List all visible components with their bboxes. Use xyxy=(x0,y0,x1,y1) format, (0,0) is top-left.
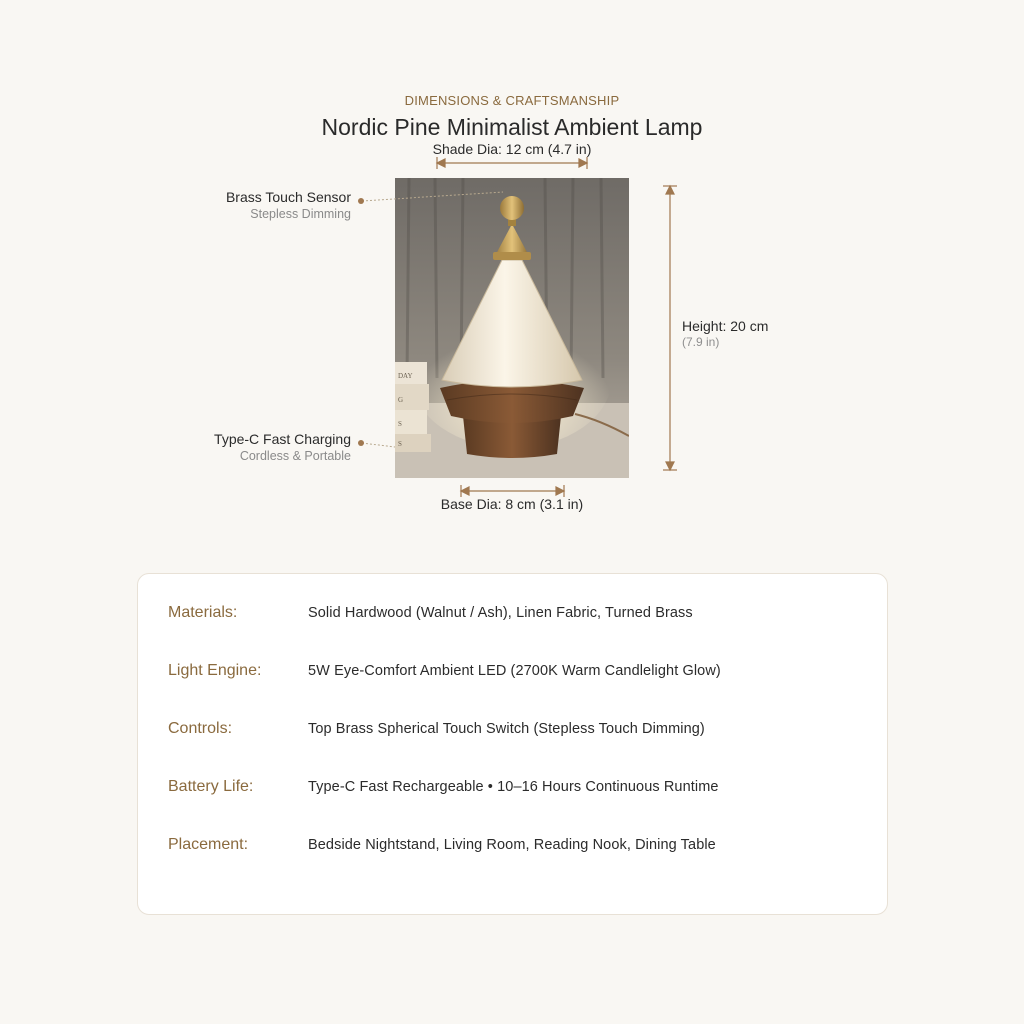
spec-label: Controls: xyxy=(168,720,233,737)
page-title: Nordic Pine Minimalist Ambient Lamp xyxy=(321,114,703,140)
height-dimension-line xyxy=(663,186,677,470)
callout-subtitle: Cordless & Portable xyxy=(239,449,351,463)
spec-row-battery-life xyxy=(168,778,867,802)
spec-card xyxy=(137,573,888,915)
shade-dimension-line xyxy=(437,157,587,169)
spec-label: Placement: xyxy=(168,836,249,853)
book-spine-text: S xyxy=(398,440,402,448)
book-spine-text: DAY xyxy=(398,372,413,380)
callout-title: Brass Touch Sensor xyxy=(225,189,351,205)
callout-subtitle: Stepless Dimming xyxy=(250,207,351,221)
callout-title: Type-C Fast Charging xyxy=(214,431,351,447)
book-stack xyxy=(395,362,431,452)
spec-value: Top Brass Spherical Touch Switch (Stepless Touch Dimming) xyxy=(308,721,705,737)
spec-label: Materials: xyxy=(168,604,238,621)
callout-leader-charging xyxy=(358,440,395,447)
product-photo xyxy=(395,178,629,478)
spec-value: Type-C Fast Rechargeable • 10–16 Hours Continuous Runtime xyxy=(308,779,719,795)
base-diameter-label: Base Dia: 8 cm (3.1 in) xyxy=(440,496,584,512)
spec-row-materials xyxy=(168,604,867,628)
spec-row-controls xyxy=(168,720,867,744)
spec-row-placement xyxy=(168,836,867,860)
spec-row-light-engine xyxy=(168,662,867,686)
spec-label: Battery Life: xyxy=(168,778,254,795)
shade-diameter-label: Shade Dia: 12 cm (4.7 in) xyxy=(432,141,592,157)
spec-label: Light Engine: xyxy=(168,662,262,679)
callout-charging xyxy=(151,431,351,463)
height-label: Height: 20 cm xyxy=(682,318,769,334)
height-sub-label: (7.9 in) xyxy=(682,335,720,349)
spec-value: Solid Hardwood (Walnut / Ash), Linen Fabric, Turned Brass xyxy=(308,605,693,621)
spec-value: 5W Eye-Comfort Ambient LED (2700K Warm Candlelight Glow) xyxy=(308,663,721,679)
eyebrow-label: DIMENSIONS & CRAFTSMANSHIP xyxy=(404,93,620,108)
callout-touch-sensor xyxy=(151,189,351,221)
spec-value: Bedside Nightstand, Living Room, Reading Nook, Dining Table xyxy=(308,837,716,853)
book-spine-text: G xyxy=(398,396,404,404)
book-spine-text: S xyxy=(398,420,402,428)
